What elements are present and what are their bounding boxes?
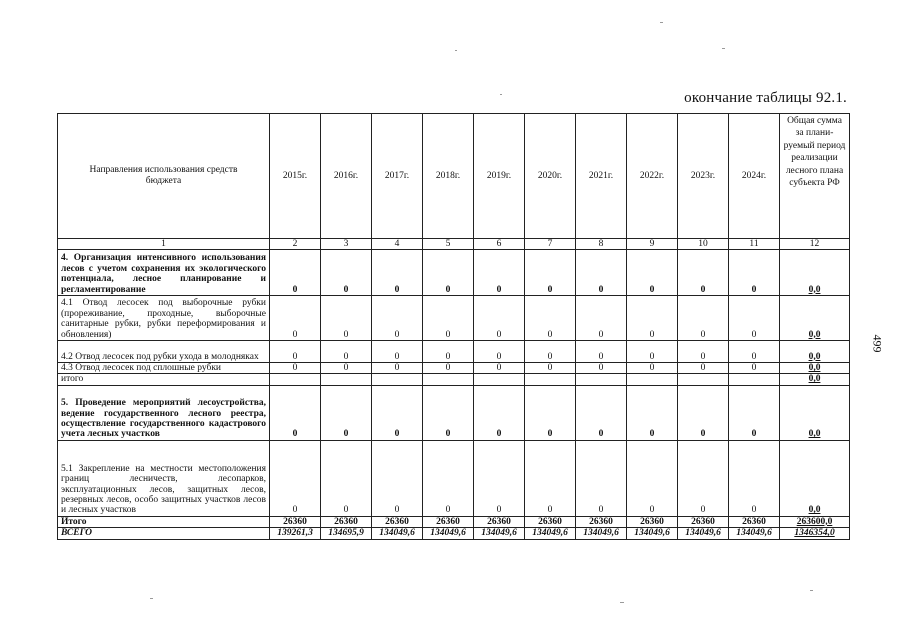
year-value-cell: 0 <box>576 250 627 296</box>
year-value-cell: 0 <box>474 440 525 516</box>
year-value-cell: 0 <box>423 440 474 516</box>
year-value-cell: 0 <box>474 250 525 296</box>
total-value-cell: 0,0 <box>780 250 850 296</box>
header-year: 2015г. <box>270 114 321 239</box>
year-value-cell <box>678 374 729 385</box>
year-value-cell: 0 <box>270 385 321 440</box>
year-value-cell: 0 <box>678 296 729 341</box>
year-value-cell <box>270 374 321 385</box>
year-value-cell: 0 <box>729 363 780 374</box>
row-label: Итого <box>58 516 270 527</box>
year-value-cell: 0 <box>525 385 576 440</box>
column-number: 8 <box>576 239 627 250</box>
year-value-cell: 0 <box>525 341 576 363</box>
page-number: 499 <box>870 334 885 353</box>
year-value-cell: 0 <box>270 440 321 516</box>
year-value-cell: 0 <box>576 440 627 516</box>
year-value-cell: 0 <box>627 440 678 516</box>
year-value-cell: 0 <box>270 341 321 363</box>
year-value-cell: 0 <box>372 363 423 374</box>
table-row <box>58 528 850 539</box>
year-value-cell: 0 <box>729 385 780 440</box>
year-value-cell: 0 <box>423 341 474 363</box>
table-caption: окончание таблицы 92.1. <box>684 90 847 106</box>
year-value-cell: 0 <box>321 385 372 440</box>
year-value-cell: 0 <box>423 385 474 440</box>
column-number-row <box>58 239 850 250</box>
year-value-cell: 134695,9 <box>321 528 372 539</box>
year-value-cell: 134049,6 <box>576 528 627 539</box>
header-direction: Направления использования средств бюджета <box>58 114 270 239</box>
total-value-cell: 0,0 <box>780 440 850 516</box>
year-value-cell: 0 <box>525 296 576 341</box>
year-value-cell: 134049,6 <box>729 528 780 539</box>
row-label: 5.1 Закрепление на местности местоположения границ лесничеств, лесопарков, эксплуатационных лесов, защитных лесов, резервных лесов, особо защитных участков лесов и лесных участков <box>58 440 270 516</box>
budget-table <box>57 113 850 540</box>
year-value-cell <box>321 374 372 385</box>
year-value-cell: 26360 <box>576 516 627 527</box>
year-value-cell: 0 <box>678 363 729 374</box>
table-row <box>58 516 850 527</box>
header-year: 2020г. <box>525 114 576 239</box>
year-value-cell: 0 <box>627 296 678 341</box>
table-row <box>58 385 850 440</box>
total-value-cell: 0,0 <box>780 374 850 385</box>
column-number: 1 <box>58 239 270 250</box>
column-number: 5 <box>423 239 474 250</box>
year-value-cell: 26360 <box>729 516 780 527</box>
column-number: 9 <box>627 239 678 250</box>
year-value-cell: 134049,6 <box>474 528 525 539</box>
year-value-cell: 0 <box>474 385 525 440</box>
year-value-cell: 0 <box>729 440 780 516</box>
year-value-cell <box>729 374 780 385</box>
row-label: 4.3 Отвод лесосек под сплошные рубки <box>58 363 270 374</box>
header-year: 2022г. <box>627 114 678 239</box>
year-value-cell: 0 <box>576 385 627 440</box>
row-label: 4. Организация интенсивного использования лесов с учетом сохранения их экологического потенциала, лесное планирование и регламентирование <box>58 250 270 296</box>
year-value-cell <box>627 374 678 385</box>
year-value-cell: 0 <box>270 250 321 296</box>
header-year: 2018г. <box>423 114 474 239</box>
year-value-cell: 134049,6 <box>423 528 474 539</box>
year-value-cell: 0 <box>270 296 321 341</box>
year-value-cell: 0 <box>474 341 525 363</box>
column-number: 6 <box>474 239 525 250</box>
year-value-cell: 0 <box>372 440 423 516</box>
year-value-cell: 0 <box>627 250 678 296</box>
row-label: 4.1 Отвод лесосек под выборочные рубки (прореживание, проходные, выборочные санитарные рубки, рубки переформирования и обновления) <box>58 296 270 341</box>
year-value-cell: 0 <box>729 341 780 363</box>
year-value-cell: 0 <box>627 341 678 363</box>
total-value-cell: 0,0 <box>780 341 850 363</box>
year-value-cell: 26360 <box>372 516 423 527</box>
total-value-cell: 0,0 <box>780 363 850 374</box>
header-year: 2024г. <box>729 114 780 239</box>
year-value-cell: 0 <box>525 440 576 516</box>
year-value-cell: 134049,6 <box>678 528 729 539</box>
table-row <box>58 296 850 341</box>
year-value-cell: 26360 <box>321 516 372 527</box>
year-value-cell: 0 <box>321 341 372 363</box>
header-year: 2019г. <box>474 114 525 239</box>
table-row <box>58 374 850 385</box>
column-number: 4 <box>372 239 423 250</box>
year-value-cell: 139261,3 <box>270 528 321 539</box>
row-label: 4.2 Отвод лесосек под рубки ухода в молодняках <box>58 341 270 363</box>
year-value-cell: 0 <box>678 385 729 440</box>
year-value-cell <box>474 374 525 385</box>
year-value-cell: 0 <box>321 250 372 296</box>
header-year: 2023г. <box>678 114 729 239</box>
year-value-cell: 0 <box>321 296 372 341</box>
year-value-cell: 0 <box>372 385 423 440</box>
year-value-cell: 0 <box>423 363 474 374</box>
column-number: 10 <box>678 239 729 250</box>
header-year: 2017г. <box>372 114 423 239</box>
year-value-cell: 0 <box>678 440 729 516</box>
row-label: 5. Проведение мероприятий лесоустройства, ведение государственного лесного реестра, осуществление государственного кадастрового учета лесных участков <box>58 385 270 440</box>
year-value-cell: 0 <box>474 363 525 374</box>
header-year: 2016г. <box>321 114 372 239</box>
year-value-cell: 0 <box>321 440 372 516</box>
row-label: итого <box>58 374 270 385</box>
table-row <box>58 440 850 516</box>
header-row <box>58 114 850 239</box>
year-value-cell <box>372 374 423 385</box>
year-value-cell: 0 <box>576 363 627 374</box>
total-value-cell: 1346354,0 <box>780 528 850 539</box>
table-row <box>58 363 850 374</box>
total-value-cell: 0,0 <box>780 385 850 440</box>
total-value-cell: 0,0 <box>780 296 850 341</box>
column-number: 2 <box>270 239 321 250</box>
year-value-cell: 26360 <box>423 516 474 527</box>
year-value-cell: 0 <box>678 250 729 296</box>
total-value-cell: 263600,0 <box>780 516 850 527</box>
table-row <box>58 250 850 296</box>
year-value-cell <box>423 374 474 385</box>
year-value-cell: 0 <box>576 296 627 341</box>
year-value-cell: 26360 <box>474 516 525 527</box>
year-value-cell: 26360 <box>525 516 576 527</box>
year-value-cell: 0 <box>372 296 423 341</box>
year-value-cell: 134049,6 <box>372 528 423 539</box>
column-number: 11 <box>729 239 780 250</box>
year-value-cell: 0 <box>729 296 780 341</box>
year-value-cell: 0 <box>474 296 525 341</box>
year-value-cell <box>525 374 576 385</box>
table-row <box>58 341 850 363</box>
year-value-cell: 0 <box>627 385 678 440</box>
header-total: Общая сумма за плани-руемый период реализации лесного плана субъекта РФ <box>780 114 850 239</box>
year-value-cell: 0 <box>729 250 780 296</box>
year-value-cell: 0 <box>678 341 729 363</box>
column-number: 12 <box>780 239 850 250</box>
year-value-cell: 0 <box>372 250 423 296</box>
year-value-cell: 134049,6 <box>525 528 576 539</box>
year-value-cell: 0 <box>576 341 627 363</box>
year-value-cell: 26360 <box>678 516 729 527</box>
year-value-cell: 0 <box>525 250 576 296</box>
year-value-cell: 0 <box>627 363 678 374</box>
year-value-cell: 0 <box>423 250 474 296</box>
year-value-cell: 0 <box>321 363 372 374</box>
year-value-cell: 134049,6 <box>627 528 678 539</box>
year-value-cell <box>576 374 627 385</box>
column-number: 3 <box>321 239 372 250</box>
year-value-cell: 0 <box>423 296 474 341</box>
year-value-cell: 26360 <box>627 516 678 527</box>
column-number: 7 <box>525 239 576 250</box>
row-label: ВСЕГО <box>58 528 270 539</box>
year-value-cell: 0 <box>372 341 423 363</box>
year-value-cell: 26360 <box>270 516 321 527</box>
year-value-cell: 0 <box>270 363 321 374</box>
header-year: 2021г. <box>576 114 627 239</box>
year-value-cell: 0 <box>525 363 576 374</box>
